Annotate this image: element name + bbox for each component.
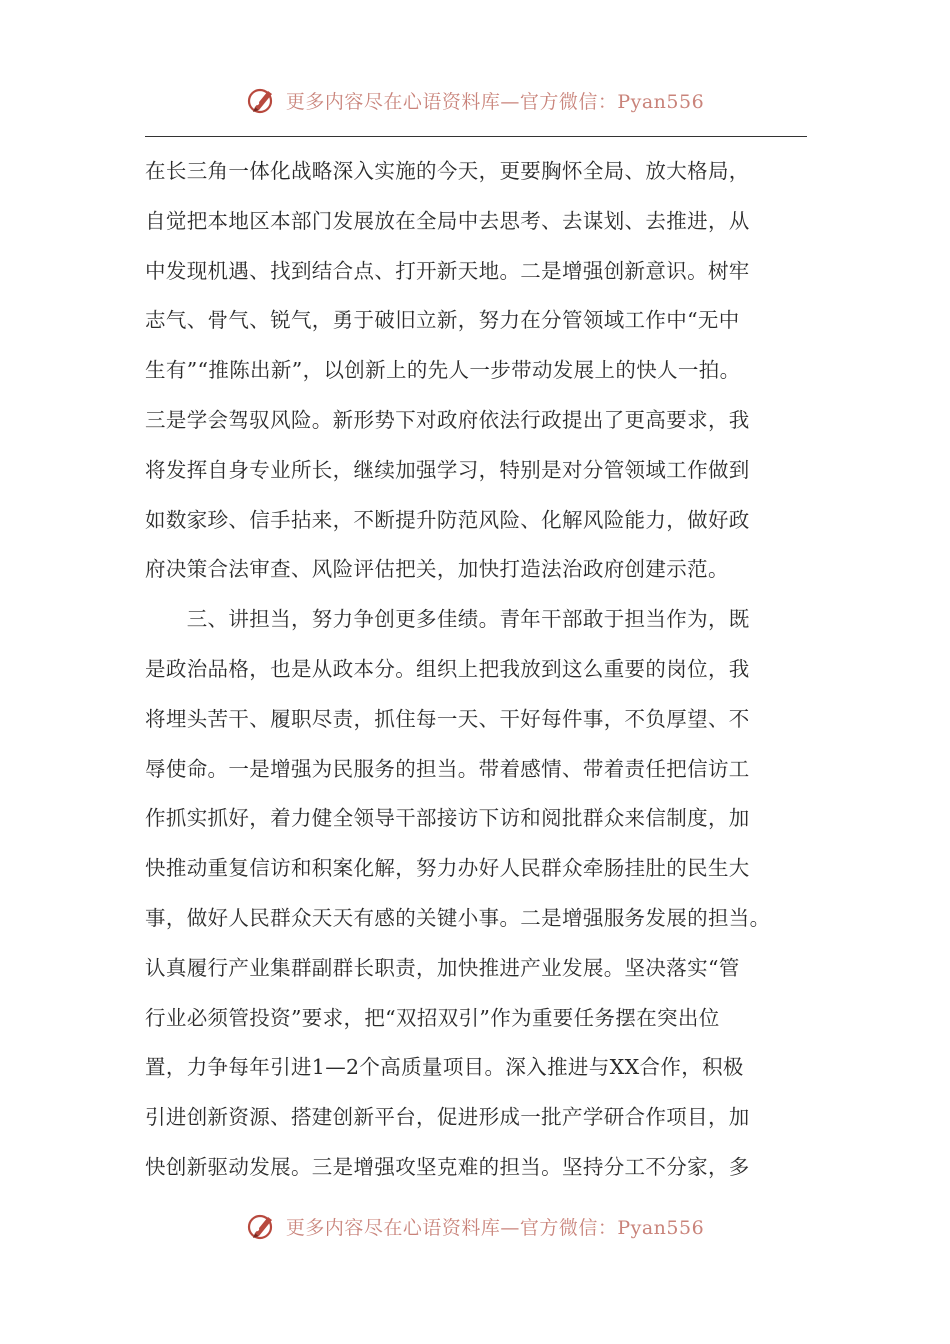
text-line: 快推动重复信访和积案化解，努力办好人民群众牵肠挂肚的民生大 bbox=[145, 856, 750, 881]
text-line: 引进创新资源、搭建创新平台，促进形成一批产学研合作项目，加 bbox=[145, 1105, 750, 1130]
text-line: 将埋头苦干、履职尽责，抓住每一天、干好每件事，不负厚望、不 bbox=[145, 706, 750, 731]
footer-banner bbox=[0, 1210, 950, 1242]
text-line: 志气、骨气、锐气，勇于破旧立新，努力在分管领域工作中“无中 bbox=[145, 308, 740, 333]
header-divider bbox=[145, 136, 807, 137]
text-line: 事，做好人民群众天天有感的关键小事。二是增强服务发展的担当。 bbox=[145, 905, 771, 930]
text-line: 生有”“推陈出新”，以创新上的先人一步带动发展上的快人一拍。 bbox=[145, 358, 741, 383]
document-body bbox=[145, 147, 845, 1193]
text-line: 快创新驱动发展。三是增强攻坚克难的担当。坚持分工不分家，多 bbox=[145, 1154, 750, 1179]
text-line: 将发挥自身专业所长，继续加强学习，特别是对分管领域工作做到 bbox=[145, 457, 750, 482]
text-line: 三是学会驾驭风险。新形势下对政府依法行政提出了更高要求，我 bbox=[145, 407, 750, 432]
pen-circle-logo-icon bbox=[246, 1210, 278, 1242]
text-line: 置，力争每年引进1—2个高质量项目。深入推进与XX合作，积极 bbox=[145, 1055, 744, 1080]
text-line: 自觉把本地区本部门发展放在全局中去思考、去谋划、去推进，从 bbox=[145, 208, 750, 233]
header-banner-text: 更多内容尽在心语资料库—官方微信：Pyan556 bbox=[285, 90, 705, 113]
text-line: 行业必须管投资”要求，把“双招双引”作为重要任务摆在突出位 bbox=[145, 1005, 720, 1030]
text-line: 在长三角一体化战略深入实施的今天，更要胸怀全局、放大格局， bbox=[145, 159, 750, 183]
text-line: 中发现机遇、找到结合点、打开新天地。二是增强创新意识。树牢 bbox=[145, 258, 750, 283]
text-line: 是政治品格，也是从政本分。组织上把我放到这么重要的岗位，我 bbox=[145, 656, 750, 681]
header-banner bbox=[0, 84, 950, 116]
text-line: 三、讲担当，努力争创更多佳绩。青年干部敢于担当作为，既 bbox=[145, 607, 750, 632]
text-line: 作抓实抓好，着力健全领导干部接访下访和阅批群众来信制度，加 bbox=[145, 806, 750, 831]
text-line: 府决策合法审查、风险评估把关，加快打造法治政府创建示范。 bbox=[145, 557, 729, 582]
text-line: 如数家珍、信手拈来，不断提升防范风险、化解风险能力，做好政 bbox=[145, 507, 750, 532]
text-line: 辱使命。一是增强为民服务的担当。带着感情、带着责任把信访工 bbox=[145, 756, 750, 781]
pen-circle-logo-icon bbox=[246, 84, 278, 116]
footer-banner-text: 更多内容尽在心语资料库—官方微信：Pyan556 bbox=[285, 1216, 705, 1239]
text-line: 认真履行产业集群副群长职责，加快推进产业发展。坚决落实“管 bbox=[145, 955, 740, 980]
